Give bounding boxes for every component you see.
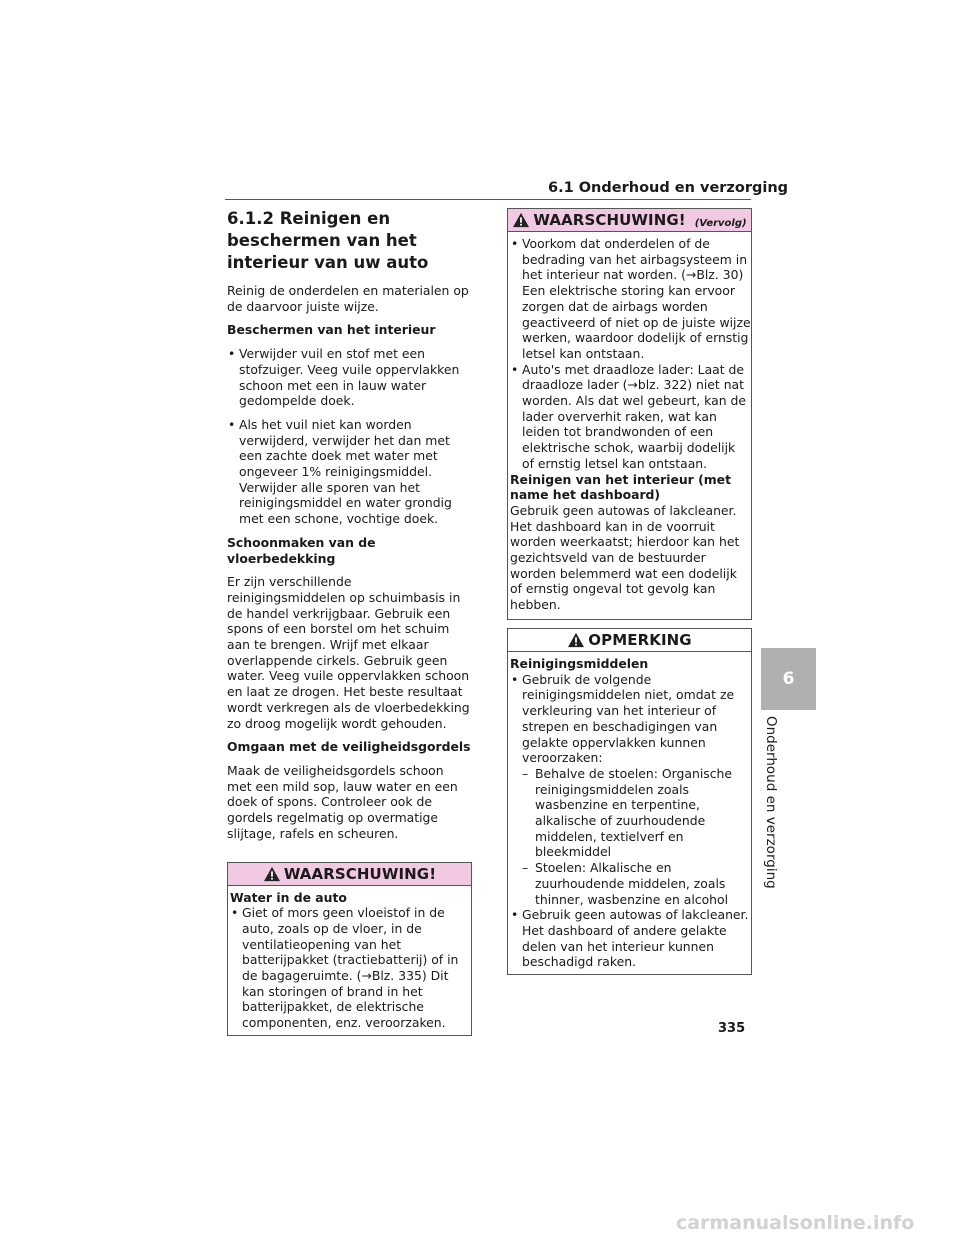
section-header: 6.1 Onderhoud en verzorging xyxy=(548,180,789,196)
warning-box xyxy=(227,862,472,1036)
note-title: OPMERKING xyxy=(588,631,692,649)
note-box xyxy=(507,628,752,975)
chapter-number: 6 xyxy=(782,669,795,689)
warning-item: • Voorkom dat onderdelen of de bedrading van het airbagsysteem in het interieur nat worden. (→Blz. 30) Een elektrische storing kan ervoor zorgen dat de airbags worden geactiveerd of niet op de juiste wijze werken, waardoor dodelijk of ernstig letsel kan ontstaan. xyxy=(510,236,751,362)
page-number: 335 xyxy=(718,1021,746,1036)
chapter-tab xyxy=(761,648,816,710)
floor-heading: Schoonmaken van de vloerbedekking xyxy=(227,534,376,566)
floor-text: Er zijn verschillende reinigingsmiddelen op schuimbasis in de handel verkrijgbaar. Gebruik een spons of een borstel om het schuim aan te brengen. Wrijf met elkaar overlappende cirkels. Gebruik geen water. Veeg vuile oppervlakken schoon en laat ze drogen. Het beste resultaat wordt verkregen als de vloerbedekking zo droog mogelijk wordt gehouden. xyxy=(227,574,470,731)
warning-header xyxy=(508,209,751,232)
left-column xyxy=(227,208,471,1036)
warning-header xyxy=(228,863,471,886)
warning-subheading: Reinigen van het interieur (met name het dashboard) xyxy=(510,471,732,503)
warning-box-continued xyxy=(507,208,752,620)
note-list xyxy=(510,672,751,970)
warning-body xyxy=(508,232,751,619)
note-subheading: Reinigingsmiddelen xyxy=(510,656,649,671)
watermark: carmanualsonline.info xyxy=(676,1212,915,1234)
warning-body xyxy=(228,886,471,1035)
warning-item: • Giet of mors geen vloeistof in de auto, zoals op de vloer, in de ventilatieopening van het batterijpakket (tractiebatterij) of in de bagageruimte. (→Blz. 335) Dit kan storingen of brand in het batterijpakket, de elektrische componenten, enz. veroorzaken. xyxy=(230,905,471,1031)
section-title: 6.1.2 Reinigen en beschermen van het interieur van uw auto xyxy=(227,209,429,272)
protect-list xyxy=(227,346,471,527)
note-item: • Gebruik geen autowas of lakcleaner. Het dashboard of andere gelakte delen van het interieur kunnen beschadigd raken. xyxy=(510,907,751,970)
warning-list xyxy=(510,236,751,472)
warning-item: • Auto's met draadloze lader: Laat de draadloze lader (→blz. 322) niet nat worden. Als dat wel gebeurt, kan de lader oververhit raken, wat kan leiden tot brandwonden of een elektrische schok, waarbij dodelijk of ernstig letsel kan ontstaan. xyxy=(510,362,751,472)
warning-list xyxy=(230,905,471,1031)
belts-heading: Omgaan met de veiligheidsgordels xyxy=(227,739,471,755)
note-sublist xyxy=(522,766,751,907)
warning-triangle-icon xyxy=(567,632,585,648)
warning-subheading: Water in de auto xyxy=(230,889,347,905)
note-subitem: – Behalve de stoelen: Organische reinigingsmiddelen zoals wasbenzine en terpentine, alkalische of zuurhoudende middelen, textielverf en bleekmiddel xyxy=(522,766,751,860)
warning-triangle-icon xyxy=(263,866,281,882)
note-header xyxy=(508,629,751,652)
protect-item: • Verwijder vuil en stof met een stofzuiger. Veeg vuile oppervlakken schoon met een in lauw water gedompelde doek. xyxy=(227,346,471,409)
continued-label: (Vervolg) xyxy=(694,217,747,229)
chapter-label: Onderhoud en verzorging xyxy=(763,716,779,889)
intro-text: Reinig de onderdelen en materialen op de daarvoor juiste wijze. xyxy=(227,283,469,314)
belts-text: Maak de veiligheidsgordels schoon met een mild sop, lauw water en een doek of spons. Controleer ook de gordels regelmatig op overmatige slijtage, rafels en scheuren. xyxy=(227,762,458,841)
header-divider xyxy=(225,199,751,200)
note-body xyxy=(508,652,751,974)
note-item xyxy=(510,672,751,908)
warning-triangle-icon xyxy=(512,212,530,228)
warning-text: Gebruik geen autowas of lakcleaner. Het dashboard kan in de voorruit worden weerkaatst; hierdoor kan het gezichtsveld van de bestuurder worden belemmerd wat een dodelijk of ernstig ongeval tot gevolg kan hebben. xyxy=(510,502,740,613)
note-item-text: Gebruik de volgende reinigingsmiddelen niet, omdat ze verkleuring van het interieur of strepen en beschadigingen van gelakte oppervlakken kunnen veroorzaken: xyxy=(522,671,735,766)
warning-title: WAARSCHUWING! xyxy=(283,864,437,883)
protect-heading: Beschermen van het interieur xyxy=(227,322,436,338)
warning-title: WAARSCHUWING! xyxy=(533,211,686,229)
note-subitem: – Stoelen: Alkalische en zuurhoudende middelen, zoals thinner, wasbenzine en alcohol xyxy=(522,860,751,907)
protect-item: • Als het vuil niet kan worden verwijderd, verwijder het dan met een zachte doek met water met ongeveer 1% reinigingsmiddel. Verwijder alle sporen van het reinigingsmiddel en water grondig met een schone, vochtige doek. xyxy=(227,417,471,527)
